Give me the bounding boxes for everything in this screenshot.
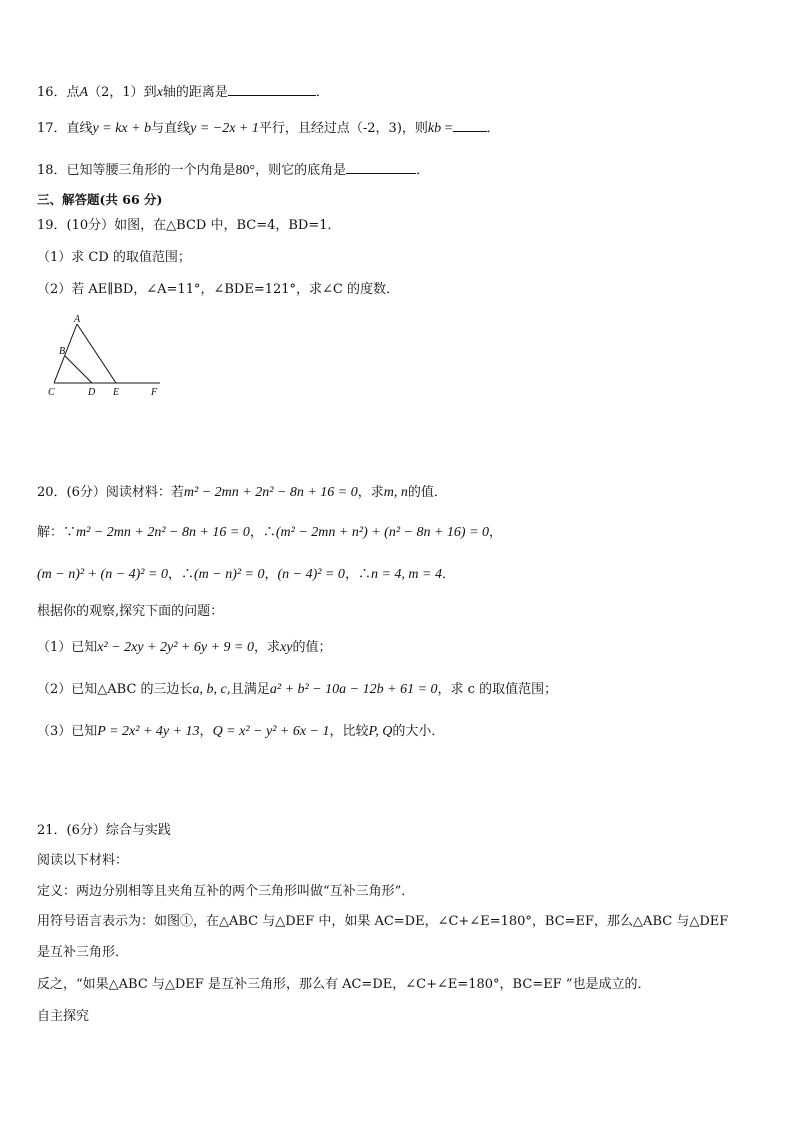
q17-eq: =: [441, 121, 453, 136]
q17-line1: y = kx + b: [92, 121, 152, 136]
question-16: [37, 83, 329, 102]
label-d: D: [88, 387, 96, 398]
question-20-intro: 根据你的观察,探究下面的问题：: [37, 604, 224, 619]
q17-mid: 与直线: [151, 121, 191, 136]
q20-text: ，∴: [344, 567, 371, 582]
question-19-part1: （1）求 CD 的取值范围；: [37, 250, 191, 265]
q20-stem-vars: m, n: [383, 485, 408, 500]
question-17: [37, 119, 500, 138]
line-ca: [54, 324, 77, 383]
q17-rest: 平行，且经过点（-2，3)，则: [258, 121, 428, 136]
q20-p1-mid: ，求: [253, 640, 280, 655]
label-c: C: [48, 387, 55, 398]
q20-p2-end: ，求 c 的取值范围；: [437, 682, 558, 697]
q18-rest: ，则它的底角是: [255, 163, 347, 178]
question-20-part2: [37, 681, 557, 699]
answer-blank[interactable]: [453, 119, 487, 132]
q20-p1-prefix: （1）已知: [37, 640, 98, 655]
question-20-part3: [37, 723, 444, 741]
label-a: A: [74, 314, 81, 325]
label-e: E: [113, 387, 120, 398]
q20-p1-var: xy: [280, 640, 293, 655]
q18-text: 18．已知等腰三角形的一个内角是: [37, 163, 236, 178]
q20-eq: (n − 4)² = 0: [277, 567, 345, 582]
question-20-solution-line1: [37, 524, 502, 542]
q20-eq: n = 4, m = 4: [370, 567, 442, 582]
q18-angle: 80°: [235, 163, 256, 178]
q20-p3-prefix: （3）已知: [37, 724, 98, 739]
q20-sol-eq2: (m² − 2mn + n²) + (n² − 8n + 16) = 0: [275, 525, 490, 540]
q20-text: ，∴: [167, 567, 194, 582]
q17-line2: y = −2x + 1: [190, 121, 259, 136]
q17-prefix: 17．直线: [37, 121, 93, 136]
q20-p3-vars: P, Q: [368, 724, 393, 739]
q18-end: ．: [416, 163, 430, 178]
q20-p3-mid: ，: [199, 724, 213, 739]
question-21-line4: 是互补三角形．: [37, 945, 129, 960]
q20-p2-eq: a² + b² − 10a − 12b + 61 = 0: [269, 682, 438, 697]
triangle-figure: [40, 312, 170, 402]
q16-axis: x: [156, 85, 163, 100]
q16-suffix: 轴的距离是: [162, 85, 228, 100]
q17-end: ．: [486, 121, 500, 136]
question-20-solution-line2: [37, 566, 455, 584]
question-20-stem: [37, 484, 447, 502]
q20-eq: (m − n)² + (n − 4)² = 0: [37, 567, 168, 582]
q16-end: ．: [315, 85, 329, 100]
question-18: [37, 161, 429, 180]
q16-coords: （2，1）到: [88, 85, 157, 100]
q16-prefix: 16．点: [37, 85, 80, 100]
question-21-line2: 定义：两边分别相等且夹角互补的两个三角形叫做“互补三角形”．: [37, 884, 415, 899]
question-21-line1: 阅读以下材料：: [37, 853, 129, 868]
section-title: 三、解答题(共 66 分): [37, 192, 163, 207]
q20-p3-mid2: ，比较: [329, 724, 369, 739]
q20-stem-prefix: 20．(6分）阅读材料：若: [37, 485, 184, 500]
question-20-part1: [37, 639, 331, 657]
q20-stem-equation: m² − 2mn + 2n² − 8n + 16 = 0: [183, 485, 358, 500]
q17-kb: kb: [427, 121, 442, 136]
q20-stem-end: 的值．: [407, 485, 447, 500]
line-bd: [65, 356, 92, 383]
q20-p1-end: 的值；: [292, 640, 332, 655]
answer-blank[interactable]: [346, 161, 416, 174]
label-b: B: [59, 346, 66, 357]
label-f: F: [151, 387, 158, 398]
question-19-part2: （2）若 AE∥BD，∠A=11°，∠BDE=121°，求∠C 的度数．: [37, 282, 400, 297]
q20-text: ．: [441, 567, 455, 582]
question-21-stem: 21．(6分）综合与实践: [37, 823, 171, 838]
question-21-line3: 用符号语言表示为：如图①，在△ABC 与△DEF 中，如果 AC=DE，∠C+∠E=180°，BC=EF，那么△ABC 与△DEF: [37, 914, 729, 929]
q20-text: ，: [264, 567, 278, 582]
q20-eq: (m − n)² = 0: [193, 567, 265, 582]
q20-sol-prefix: 解：∵: [37, 525, 77, 540]
answer-blank[interactable]: [228, 83, 316, 96]
q20-sol-end: ，: [489, 525, 503, 540]
q20-sol-mid: ，∴: [249, 525, 276, 540]
q20-p2-prefix: （2）已知△ABC 的三边长: [37, 682, 193, 697]
q20-p3-eq1: P = 2x² + 4y + 13: [97, 724, 200, 739]
q20-sol-eq1: m² − 2mn + 2n² − 8n + 16 = 0: [76, 525, 250, 540]
q20-p2-mid: ,且满足: [226, 682, 270, 697]
question-21-line6: 自主探究: [37, 1009, 90, 1024]
q20-p1-eq: x² − 2xy + 2y² + 6y + 9 = 0: [97, 640, 254, 655]
q20-p3-eq2: Q = x² − y² + 6x − 1: [212, 724, 330, 739]
q20-p3-end: 的大小．: [392, 724, 445, 739]
q16-point: A: [79, 85, 89, 100]
question-19-stem: 19．(10分）如图，在△BCD 中，BC=4，BD=1．: [37, 218, 341, 233]
q20-stem-mid: ，求: [357, 485, 384, 500]
q20-p2-vars: a, b, c: [192, 682, 227, 697]
question-21-line5: 反之，“如果△ABC 与△DEF 是互补三角形，那么有 AC=DE，∠C+∠E=180°，BC=EF ”也是成立的．: [37, 977, 651, 992]
